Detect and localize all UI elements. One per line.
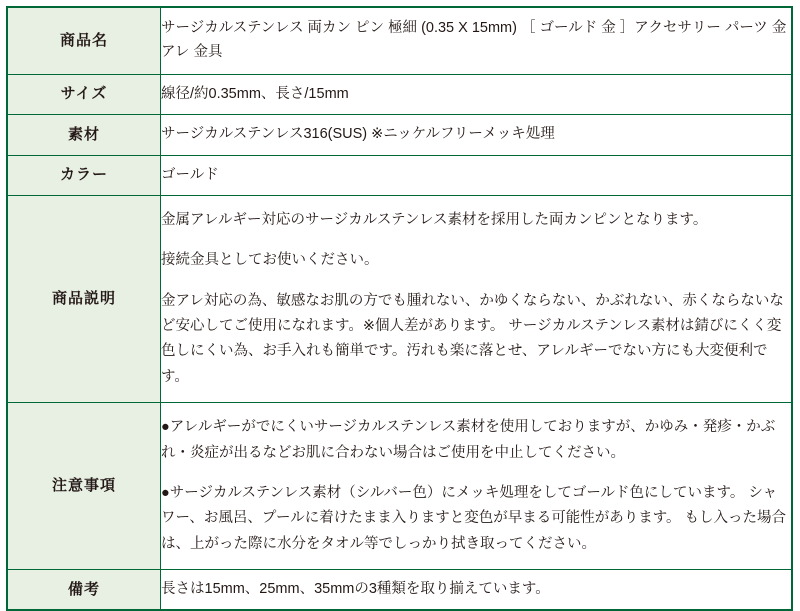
product-spec-table: [6, 6, 793, 611]
paragraph: 線径/約0.35mm、長さ/15mm: [161, 85, 349, 102]
row-value-size: [161, 74, 793, 114]
row-value-description: [161, 195, 793, 402]
table-body: [7, 7, 792, 610]
row-value-product-name: [161, 7, 793, 74]
row-value-color: [161, 155, 793, 195]
paragraph: ●アレルギーがでにくいサージカルステンレス素材を使用しておりますが、かゆみ・発疹・かぶれ・炎症が出るなどお肌に合わない場合はご使用を中止してください。: [161, 419, 776, 461]
paragraph: 長さは15mm、25mm、35mmの3種類を取り揃えています。: [161, 581, 550, 598]
paragraph: ゴールド: [161, 166, 219, 183]
row-label-product-name: 商品名: [7, 7, 161, 74]
row-label-remarks: 備考: [7, 570, 161, 611]
table-row: [7, 115, 792, 155]
paragraph: 接続金具としてお使いください。: [161, 252, 379, 269]
table-row: [7, 74, 792, 114]
row-value-material: [161, 115, 793, 155]
row-label-description: 商品説明: [7, 195, 161, 402]
paragraph: 金属アレルギー対応のサージカルステンレス素材を採用した両カンピンとなります。: [161, 211, 708, 228]
row-value-remarks: [161, 570, 793, 611]
row-label-notes: 注意事項: [7, 403, 161, 570]
row-label-size: サイズ: [7, 74, 161, 114]
table-row: [7, 195, 792, 402]
paragraph: サージカルステンレス 両カン ピン 極細 (0.35 X 15mm) ［ ゴールド 金 ］アクセサリー パーツ 金アレ 金具: [161, 20, 787, 60]
table-row: [7, 155, 792, 195]
row-label-color: カラー: [7, 155, 161, 195]
paragraph: ●サージカルステンレス素材（シルバー色）にメッキ処理をしてゴールド色にしています。 シャワー、お風呂、プールに着けたまま入りますと変色が早まる可能性があります。 もし入った場合は、上がった際に水分をタオル等でしっかり拭き取ってください。: [161, 484, 787, 552]
row-label-material: 素材: [7, 115, 161, 155]
table-row: [7, 570, 792, 611]
paragraph: サージカルステンレス316(SUS) ※ニッケルフリーメッキ処理: [161, 126, 555, 143]
paragraph: 金アレ対応の為、敏感なお肌の方でも腫れない、かゆくならない、かぶれない、赤くならないなど安心してご使用になれます。※個人差があります。 サージカルステンレス素材は錆びにくく変色しにくい為、お手入れも簡単です。汚れも楽に落とせ、アレルギーでない方にも大変便利です。: [161, 292, 784, 385]
table-row: [7, 7, 792, 74]
